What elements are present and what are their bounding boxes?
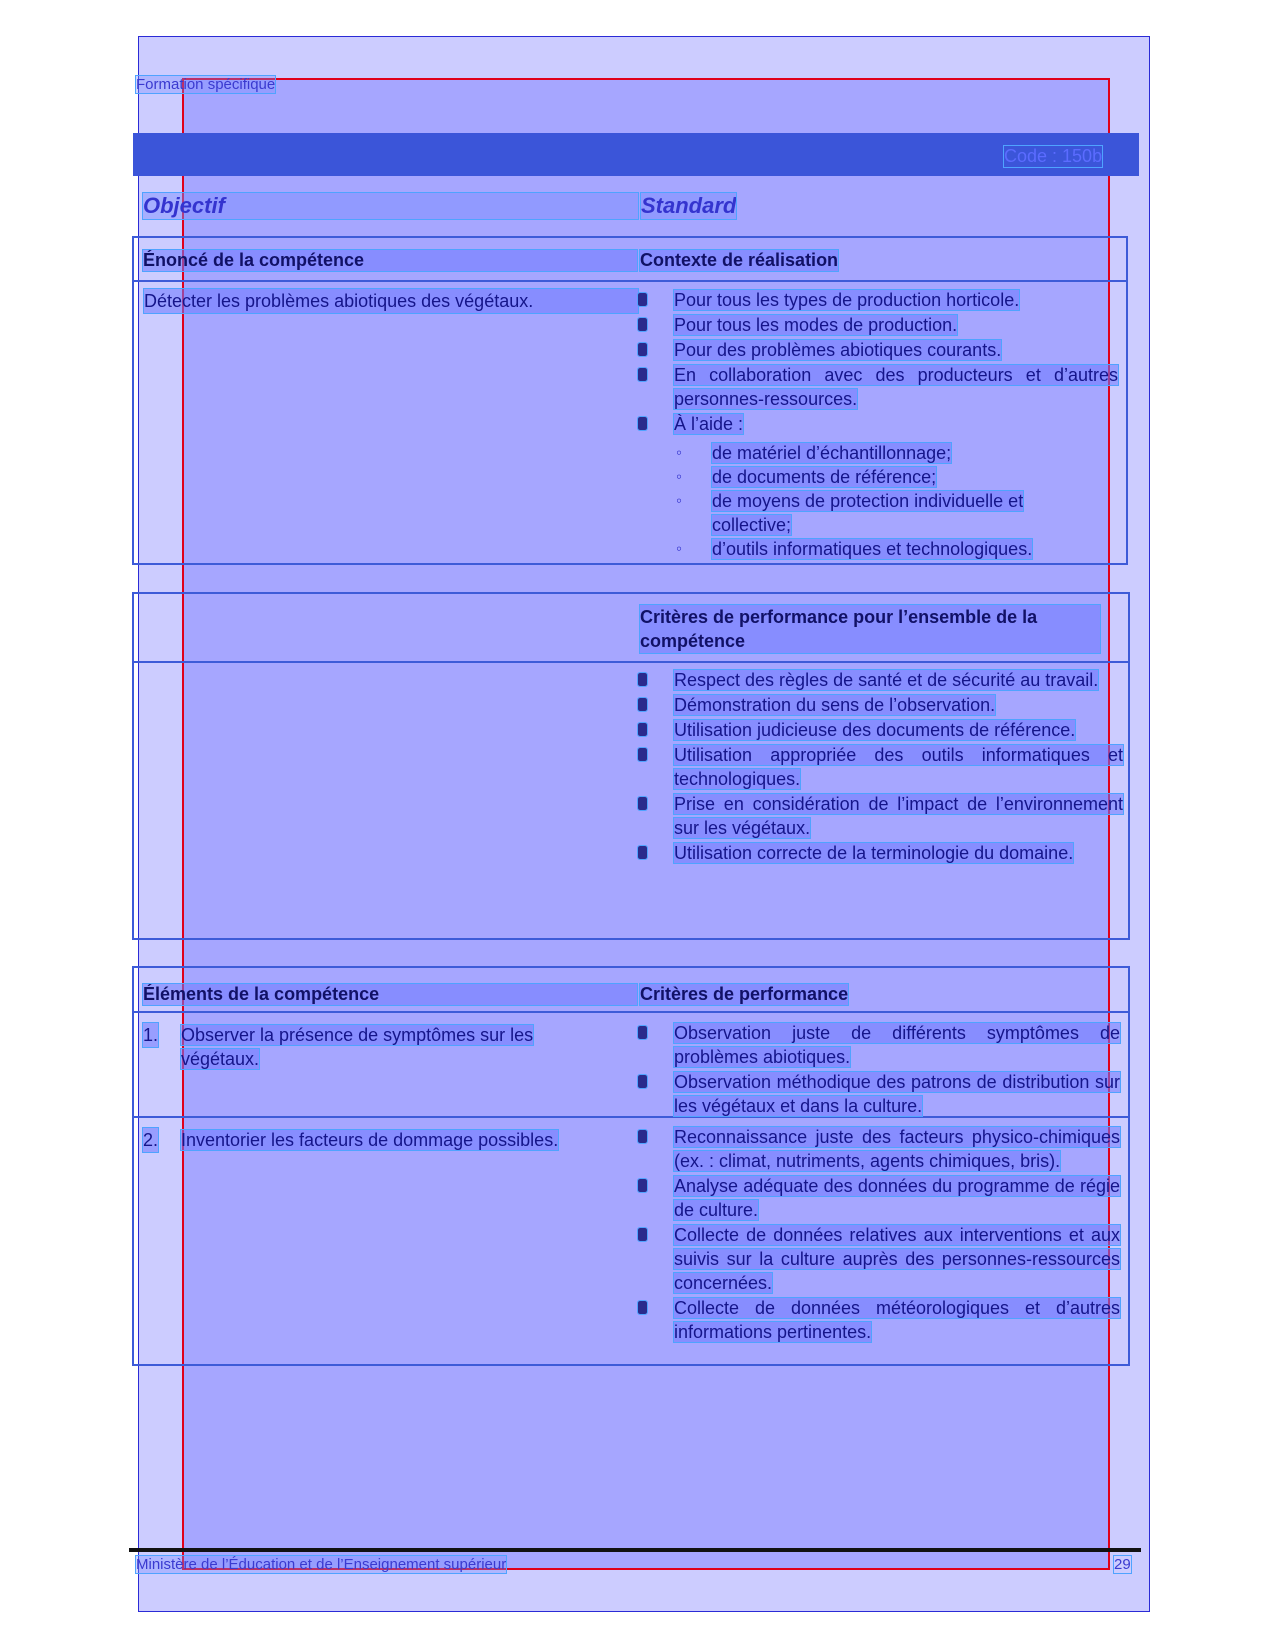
global-criteria-list xyxy=(638,668,1123,866)
list-item: Utilisation appropriée des outils informatiques et technologiques. xyxy=(638,743,1123,791)
list-item: Démonstration du sens de l’observation. xyxy=(638,693,1123,717)
list-item: Prise en considération de l’impact de l’environnement sur les végétaux. xyxy=(638,792,1123,840)
sub-list-item: ◦ d’outils informatiques et technologiques. xyxy=(676,539,1033,559)
elements-heading: Éléments de la compétence xyxy=(143,984,637,1005)
element-number: 1. xyxy=(143,1025,159,1045)
objective-heading: Objectif xyxy=(143,193,638,219)
sub-list-item: ◦ de matériel d’échantillonnage; xyxy=(676,443,952,463)
bullet-icon xyxy=(638,698,647,711)
list-item: À l’aide : xyxy=(638,412,1118,436)
section-divider xyxy=(133,1011,1129,1013)
section-divider xyxy=(133,661,1129,663)
list-item: Pour des problèmes abiotiques courants. xyxy=(638,338,1118,362)
performance-criteria-heading: Critères de performance xyxy=(640,984,849,1004)
standard-heading: Standard xyxy=(641,193,737,218)
list-item: Pour tous les types de production horticole. xyxy=(638,288,1118,312)
footer-rule xyxy=(129,1548,1141,1552)
list-item: Respect des règles de santé et de sécurité au travail. xyxy=(638,668,1123,692)
bullet-icon xyxy=(638,846,647,859)
bullet-icon xyxy=(638,673,647,686)
bullet-icon xyxy=(638,293,647,306)
bullet-icon xyxy=(638,318,647,331)
bullet-icon xyxy=(638,748,647,761)
bullet-icon xyxy=(638,1130,647,1143)
bullet-icon xyxy=(638,417,647,430)
list-item: Collecte de données météorologiques et d’autres informations pertinentes. xyxy=(638,1296,1120,1344)
bullet-icon xyxy=(638,797,647,810)
element-2-criteria xyxy=(638,1125,1120,1345)
list-item: Observation juste de différents symptômes de problèmes abiotiques. xyxy=(638,1021,1120,1069)
section-divider xyxy=(133,280,1127,282)
list-item: En collaboration avec des producteurs et d’autres personnes-ressources. xyxy=(638,363,1118,411)
bullet-icon xyxy=(638,1228,647,1241)
bullet-icon xyxy=(638,343,647,356)
bullet-icon xyxy=(638,723,647,736)
competence-statement: Détecter les problèmes abiotiques des végétaux. xyxy=(144,289,638,313)
circle-bullet-icon: ◦ xyxy=(676,467,683,486)
context-heading: Contexte de réalisation xyxy=(640,250,839,270)
bullet-icon xyxy=(638,1075,647,1088)
page-number: 29 xyxy=(1114,1556,1131,1573)
list-item: Observation méthodique des patrons de distribution sur les végétaux et dans la culture. xyxy=(638,1070,1120,1118)
element-text: Observer la présence de symptômes sur les végétaux. xyxy=(181,1025,534,1069)
sub-list-item: ◦ de documents de référence; xyxy=(676,467,937,487)
circle-bullet-icon: ◦ xyxy=(676,491,683,510)
bullet-icon xyxy=(638,368,647,381)
code-bar xyxy=(133,133,1139,176)
context-list xyxy=(638,288,1118,437)
list-item: Utilisation correcte de la terminologie du domaine. xyxy=(638,841,1123,865)
element-1-criteria xyxy=(638,1021,1120,1119)
list-item: Analyse adéquate des données du programme de régie de culture. xyxy=(638,1174,1120,1222)
running-title: Formation spécifique xyxy=(136,76,276,93)
element-1 xyxy=(143,1023,633,1073)
element-text: Inventorier les facteurs de dommage possibles. xyxy=(181,1130,559,1150)
global-criteria-heading: Critères de performance pour l’ensemble de la compétence xyxy=(640,605,1100,653)
statement-heading: Énoncé de la compétence xyxy=(143,250,637,271)
bullet-icon xyxy=(638,1026,647,1039)
list-item: Utilisation judicieuse des documents de référence. xyxy=(638,718,1123,742)
sub-list-item: ◦ de moyens de protection individuelle et collective; xyxy=(676,491,1024,535)
competency-code: Code : 150b xyxy=(1004,146,1103,166)
list-item: Collecte de données relatives aux interventions et aux suivis sur la culture auprès des personnes-ressources concernées. xyxy=(638,1223,1120,1295)
element-2 xyxy=(143,1128,633,1178)
list-item: Reconnaissance juste des facteurs physico-chimiques (ex. : climat, nutriments, agents chimiques, bris). xyxy=(638,1125,1120,1173)
element-number: 2. xyxy=(143,1130,159,1150)
ministry-name: Ministère de l’Éducation et de l’Enseignement supérieur xyxy=(136,1556,507,1573)
bullet-icon xyxy=(638,1301,647,1314)
circle-bullet-icon: ◦ xyxy=(676,443,683,462)
circle-bullet-icon: ◦ xyxy=(676,539,683,558)
aid-sublist xyxy=(676,441,1076,561)
list-item: Pour tous les modes de production. xyxy=(638,313,1118,337)
bullet-icon xyxy=(638,1179,647,1192)
